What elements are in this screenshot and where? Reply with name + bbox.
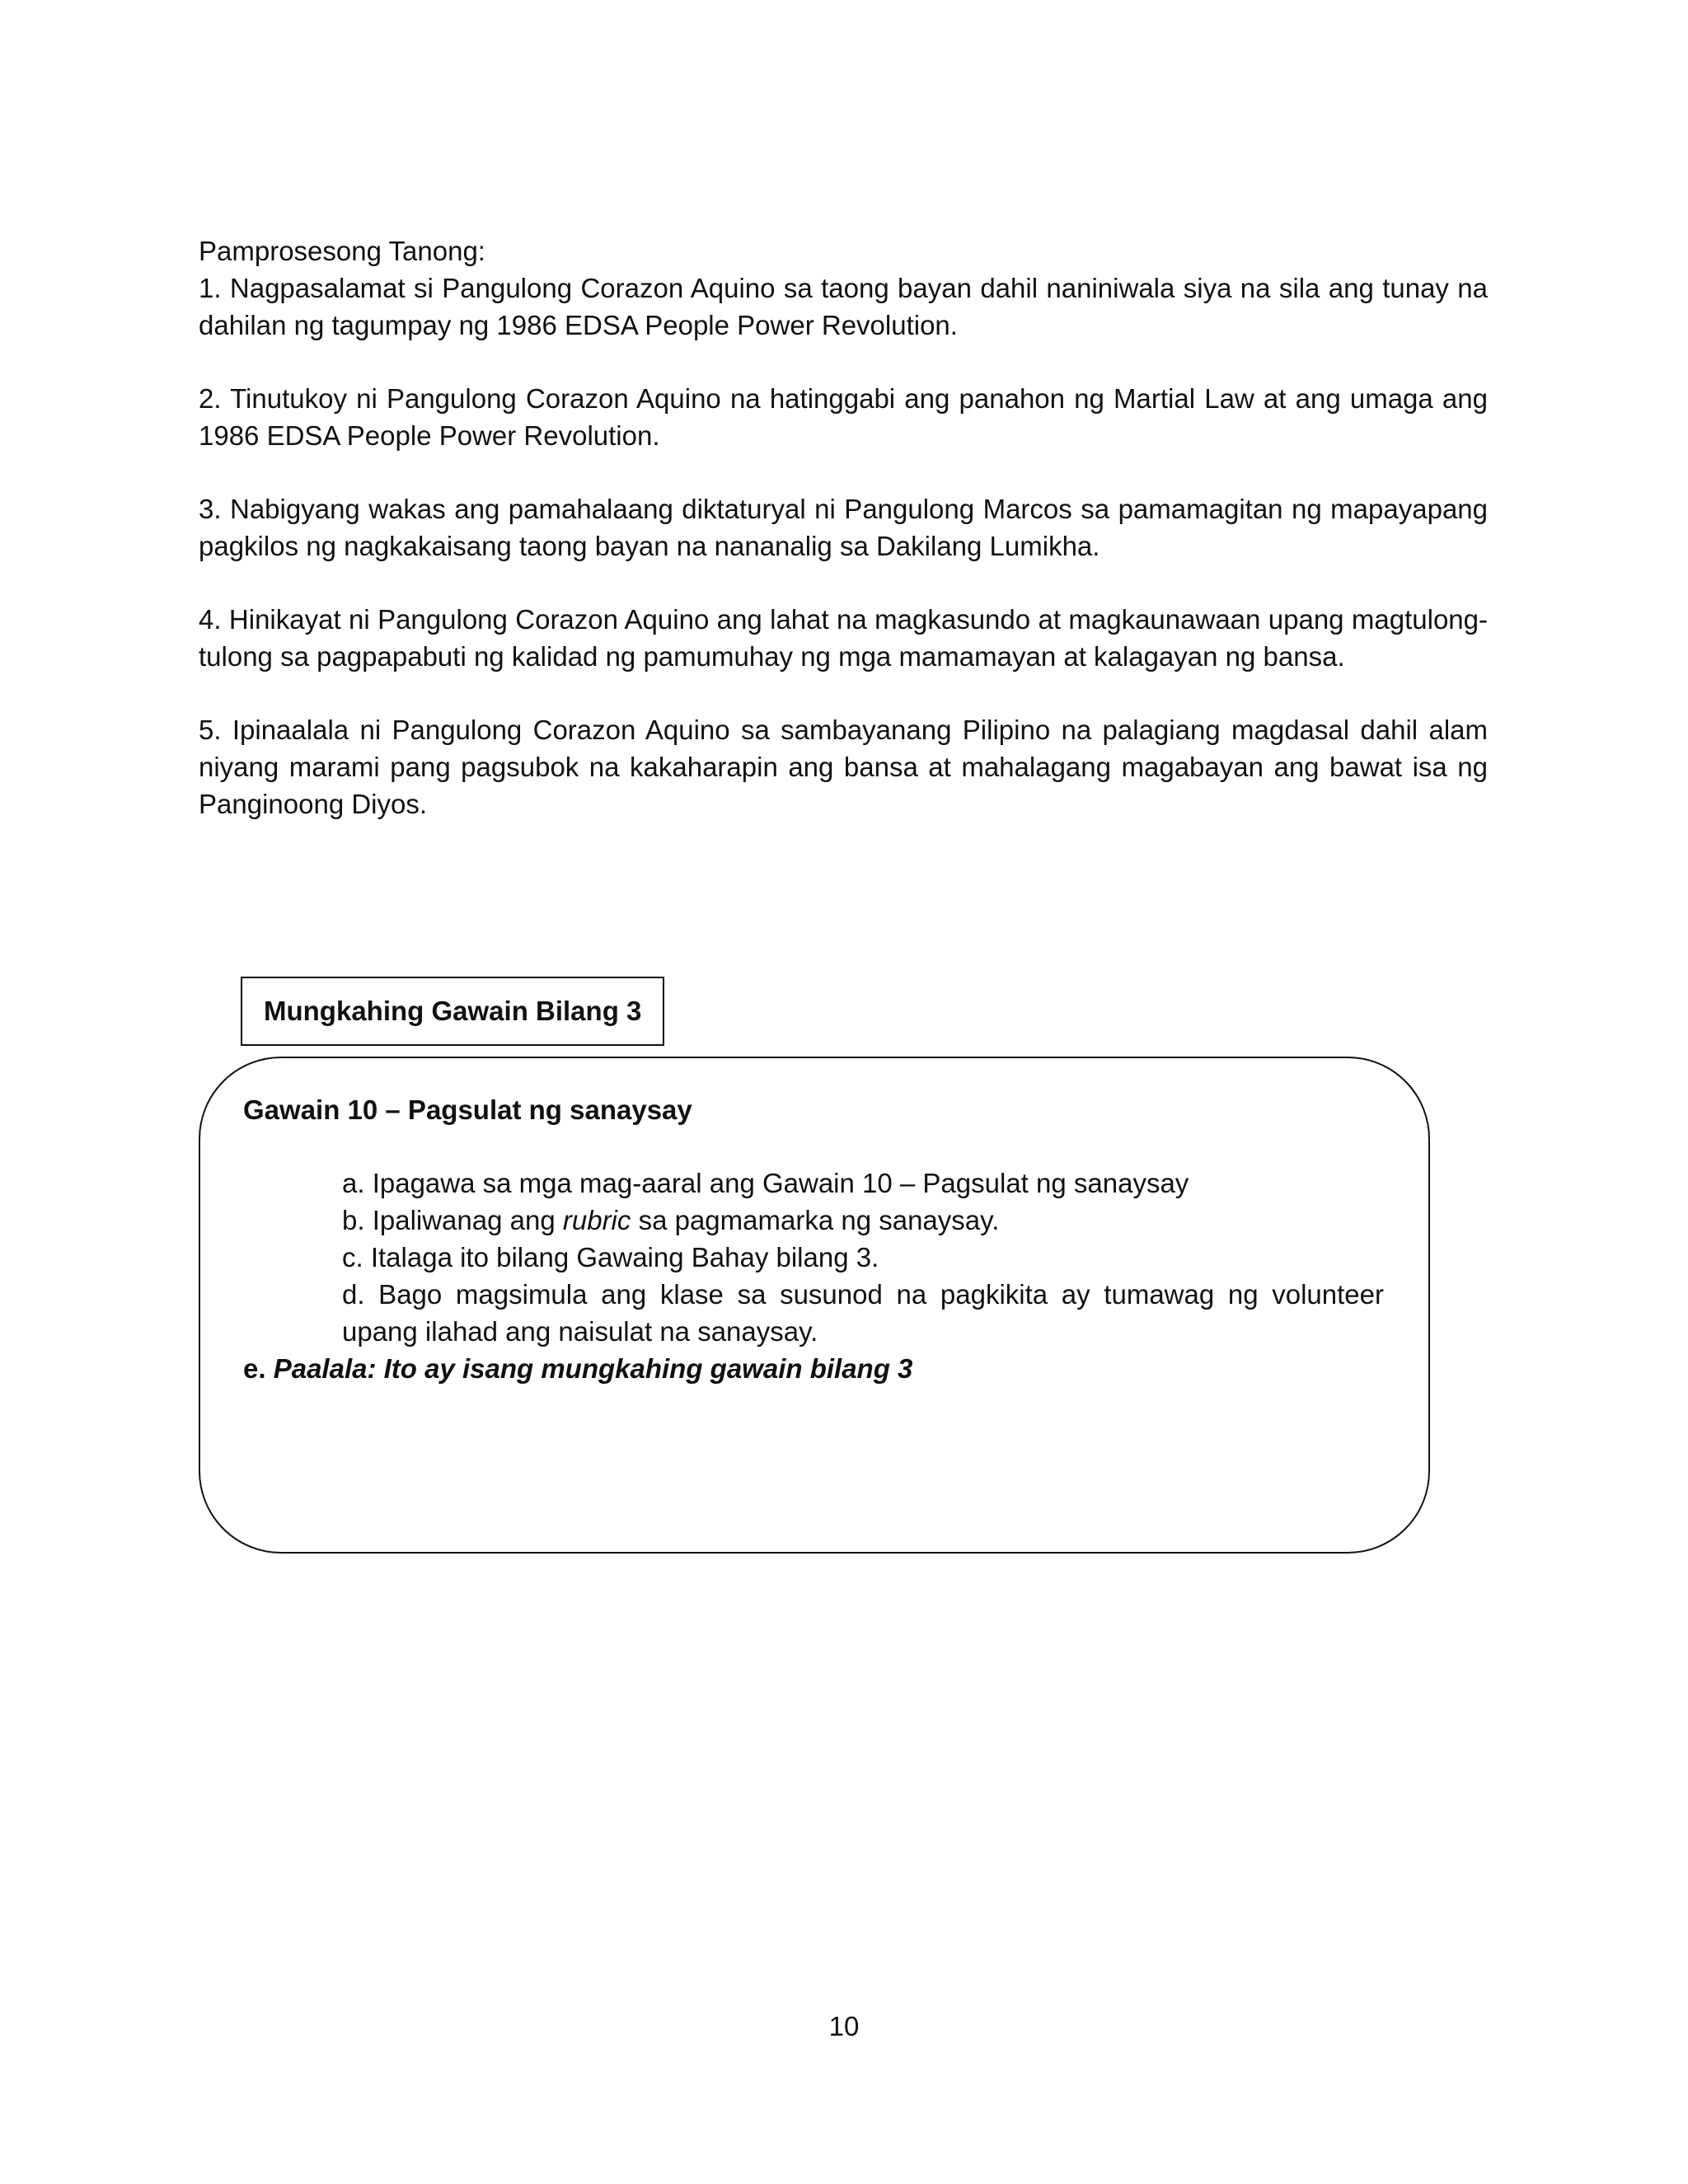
activity-item-a: a. Ipagawa sa mga mag-aaral ang Gawain 10 – Pagsulat ng sanaysay [342,1168,1189,1198]
activity-item-e-note: Paalala: Ito ay isang mungkahing gawain bilang 3 [273,1353,913,1384]
activity-item-b-suffix: sa pagmamarka ng sanaysay. [631,1205,1000,1235]
activity-item-c: c. Italaga ito bilang Gawaing Bahay bilang 3. [342,1242,879,1272]
activity-item-e [243,1350,912,1387]
page-number: 10 [828,2011,860,2041]
processing-questions-heading: Pamprosesong Tanong: [199,236,485,266]
activity-title: Gawain 10 – Pagsulat ng sanaysay [243,1094,692,1125]
question-2: 2. Tinutukoy ni Pangulong Corazon Aquino na hatinggabi ang panahon ng Martial Law at ang umaga ang 1986 EDSA People Power Revolution. [199,383,1488,451]
activity-tab-label: Mungkahing Gawain Bilang 3 [241,977,664,1046]
activity-item-b-italic: rubric [562,1205,631,1235]
question-4: 4. Hinikayat ni Pangulong Corazon Aquino ang lahat na magkasundo at magkaunawaan upang magtulong-tulong sa pagpapabuti ng kalidad ng pamumuhay ng mga mamamayan at kalagayan ng bansa. [199,604,1488,672]
processing-questions-section [199,232,1488,859]
activity-item-b [342,1202,1384,1239]
question-5: 5. Ipinaalala ni Pangulong Corazon Aquino sa sambayanang Pilipino na palagiang magdasal dahil alam niyang marami pang pagsubok na kakaharapin ang bansa at mahalagang magabayan ang bawat isa ng Panginoong Diyos. [199,715,1488,819]
activity-instructions [342,1165,1384,1350]
activity-item-d: d. Bago magsimula ang klase sa susunod na pagkikita ay tumawag ng volunteer upang ilahad ang naisulat na sanaysay. [342,1279,1384,1347]
activity-box [199,1057,1430,1554]
activity-item-e-label: e. [243,1353,274,1384]
question-1: 1. Nagpasalamat si Pangulong Corazon Aquino sa taong bayan dahil naniniwala siya na sila ang tunay na dahilan ng tagumpay ng 1986 EDSA People Power Revolution. [199,273,1488,340]
activity-item-b-prefix: b. Ipaliwanag ang [342,1205,563,1235]
question-3: 3. Nabigyang wakas ang pamahalaang diktaturyal ni Pangulong Marcos sa pamamagitan ng mapayapang pagkilos ng nagkakaisang taong bayan na nananalig sa Dakilang Lumikha. [199,494,1488,561]
